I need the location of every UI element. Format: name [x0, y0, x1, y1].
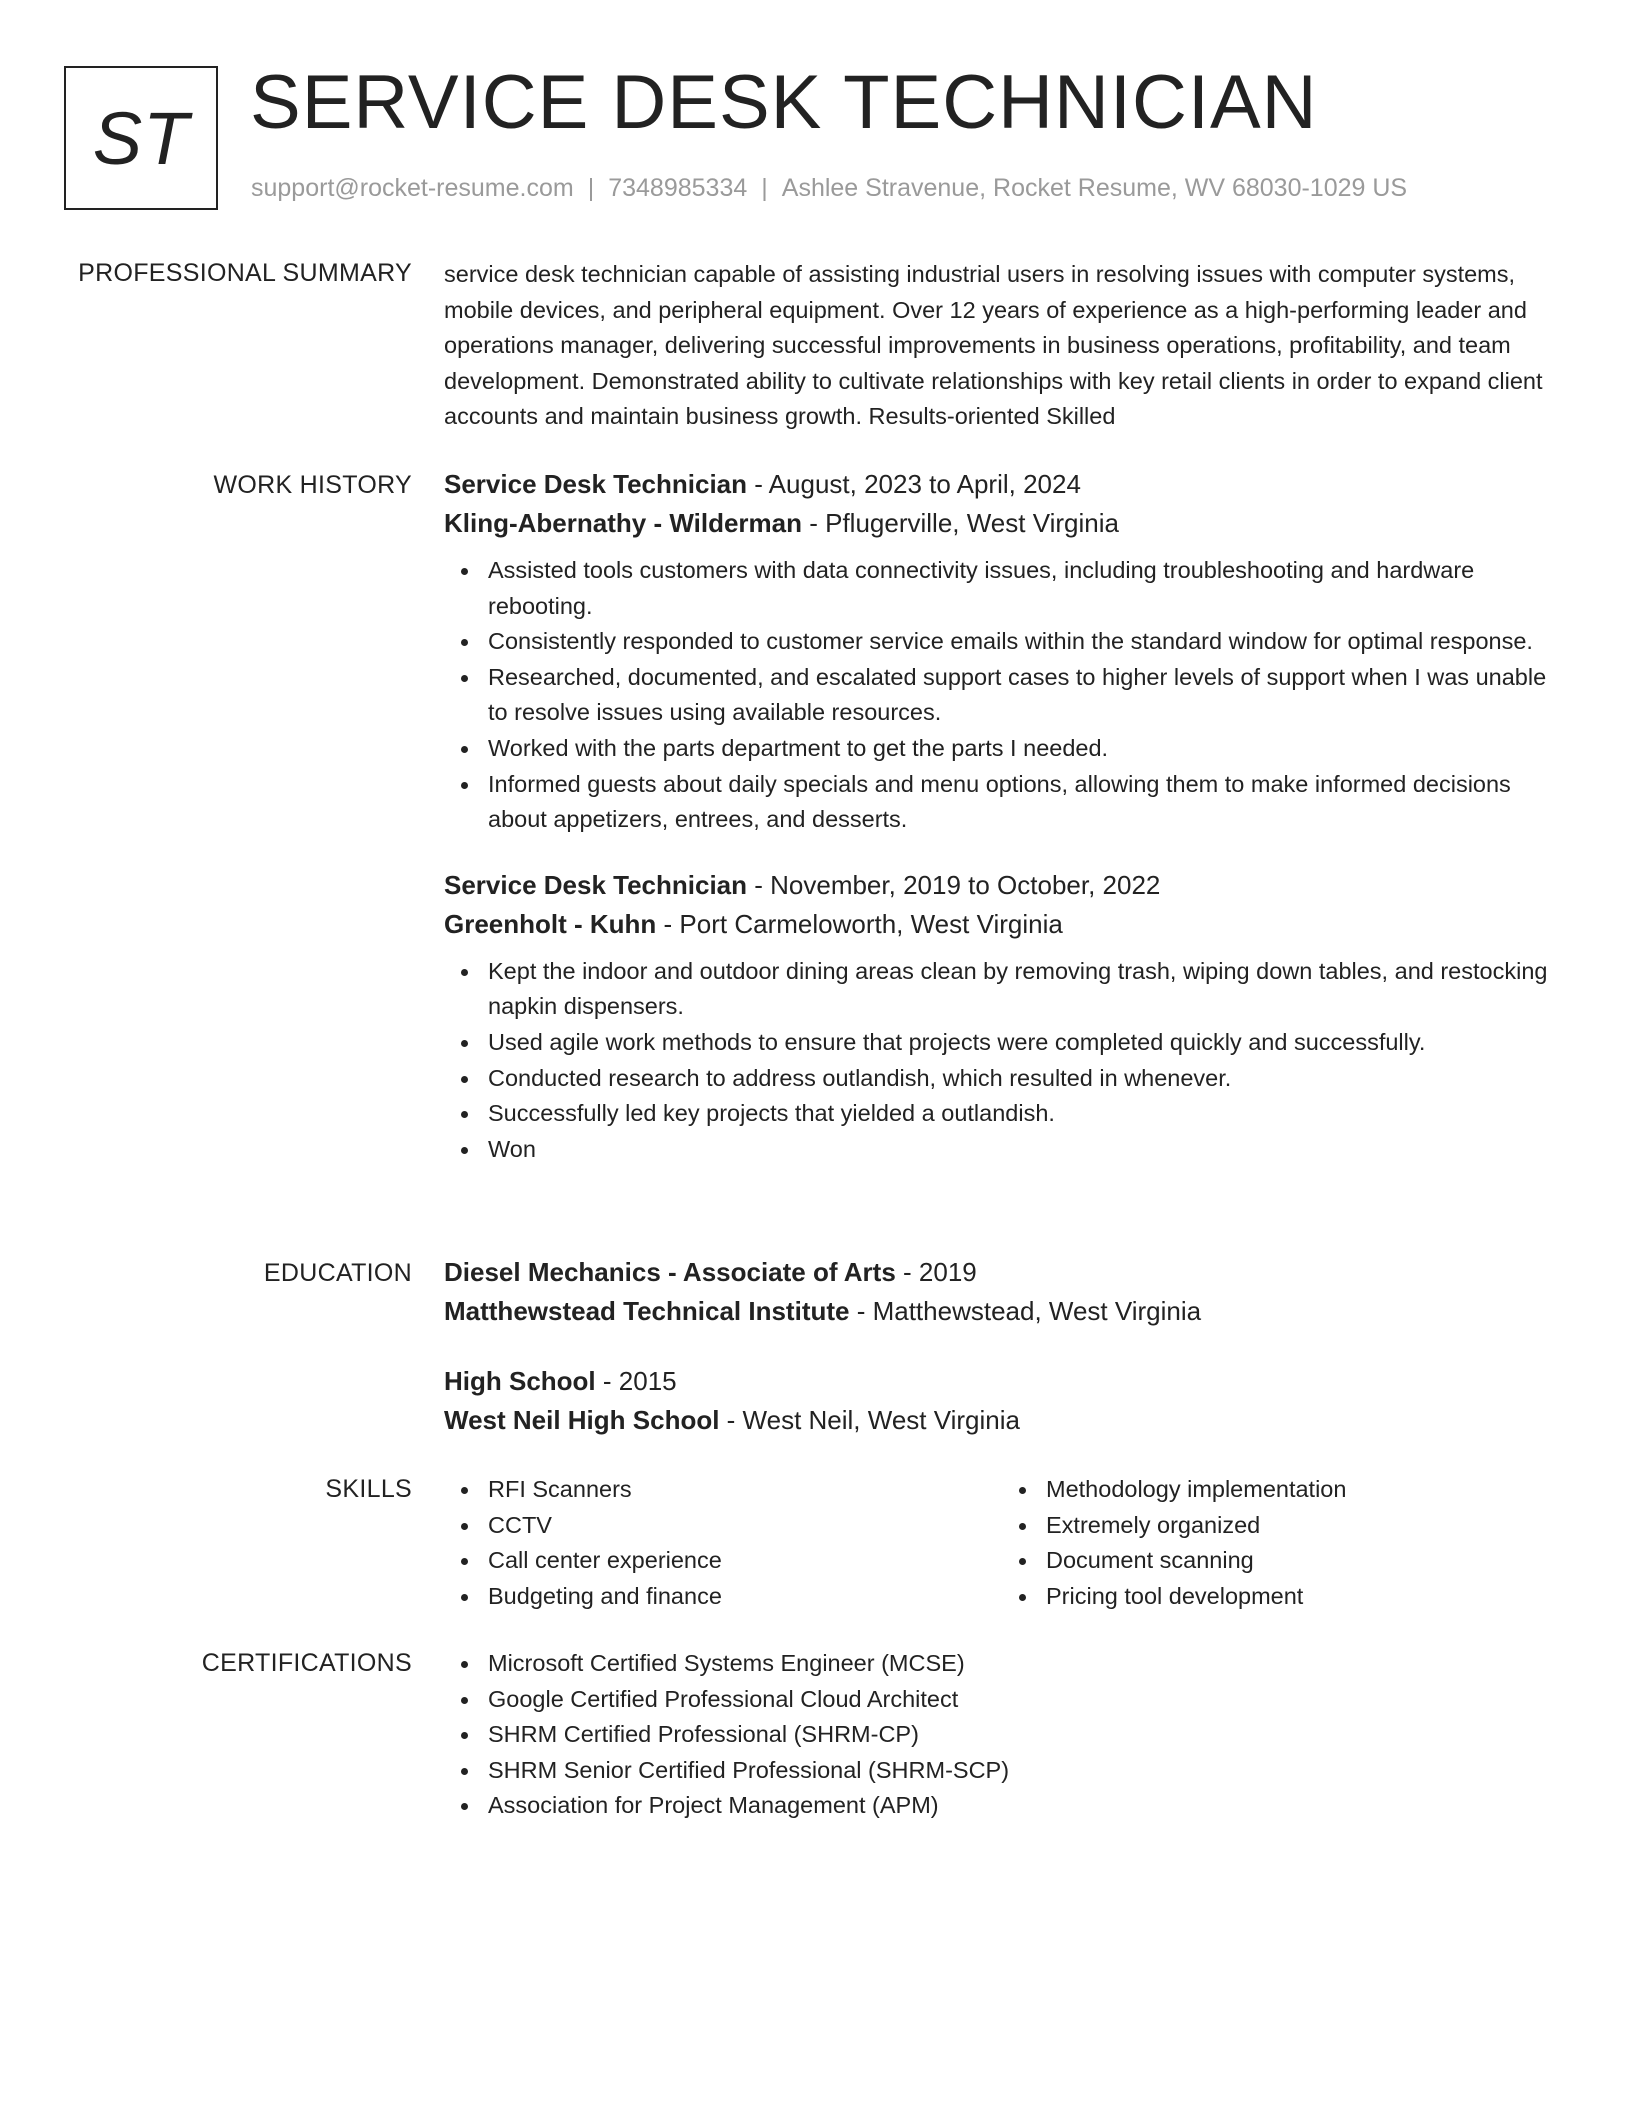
list-item: Consistently responded to customer service emails within the standard window for optimal response.: [488, 624, 1560, 660]
contact-email: support@rocket-resume.com: [251, 174, 574, 202]
list-item: Worked with the parts department to get the parts I needed.: [488, 731, 1560, 767]
degree-line: [444, 1253, 1560, 1292]
degree-name: Diesel Mechanics - Associate of Arts: [444, 1257, 896, 1287]
job-company-line: [444, 504, 1560, 543]
school-line: [444, 1292, 1560, 1331]
job-bullets: [444, 553, 1560, 838]
list-item: Researched, documented, and escalated support cases to higher levels of support when I was unable to resolve issues using available resources.: [488, 660, 1560, 731]
certifications-list: [444, 1646, 1560, 1824]
certifications-body: [444, 1646, 1560, 1824]
contact-phone: 7348985334: [608, 174, 748, 202]
degree-year: - 2019: [895, 1257, 977, 1287]
work-history-body: [444, 465, 1560, 1167]
list-item: Call center experience: [488, 1543, 1002, 1579]
list-item: SHRM Senior Certified Professional (SHRM-SCP): [488, 1753, 1560, 1789]
list-item: Used agile work methods to ensure that projects were completed quickly and successfully.: [488, 1025, 1560, 1061]
monogram-badge: [64, 66, 218, 210]
degree-name: High School: [444, 1366, 596, 1396]
section-label: CERTIFICATIONS: [201, 1649, 412, 1677]
section-label: WORK HISTORY: [213, 471, 412, 499]
list-item: Extremely organized: [1046, 1508, 1560, 1544]
degree-year: - 2015: [595, 1366, 677, 1396]
section-label: PROFESSIONAL SUMMARY: [78, 259, 412, 287]
contact-line: [251, 174, 1407, 203]
school-location: - West Neil, West Virginia: [719, 1405, 1020, 1435]
list-item: Won: [488, 1132, 1560, 1168]
job-location: - Pflugerville, West Virginia: [802, 508, 1119, 538]
education-entry: [444, 1253, 1560, 1331]
degree-line: [444, 1362, 1560, 1401]
list-item: Association for Project Management (APM): [488, 1788, 1560, 1824]
job-bullets: [444, 954, 1560, 1168]
school-location: - Matthewstead, West Virginia: [849, 1296, 1202, 1326]
school-line: [444, 1401, 1560, 1440]
contact-separator: |: [587, 174, 595, 202]
contact-separator: |: [761, 174, 768, 202]
job-location: - Port Carmeloworth, West Virginia: [656, 908, 1063, 939]
page-title: SERVICE DESK TECHNICIAN: [250, 60, 1318, 145]
skills-list-right: [1002, 1472, 1560, 1614]
job-entry: [444, 866, 1560, 1168]
list-item: RFI Scanners: [488, 1472, 1002, 1508]
job-dates: - August, 2023 to April, 2024: [747, 469, 1081, 499]
list-item: Methodology implementation: [1046, 1472, 1560, 1508]
list-item: Informed guests about daily specials and menu options, allowing them to make informed decisions about appetizers, entrees, and desserts.: [488, 767, 1560, 838]
list-item: Budgeting and finance: [488, 1579, 1002, 1615]
section-label: EDUCATION: [263, 1259, 412, 1287]
list-item: Pricing tool development: [1046, 1579, 1560, 1615]
section-label: SKILLS: [325, 1475, 412, 1503]
job-company: Greenholt - Kuhn: [444, 908, 657, 939]
job-title: Service Desk Technician: [444, 869, 748, 900]
list-item: Google Certified Professional Cloud Architect: [488, 1682, 1560, 1718]
list-item: CCTV: [488, 1508, 1002, 1544]
education-body: [444, 1253, 1560, 1440]
list-item: Microsoft Certified Systems Engineer (MCSE): [488, 1646, 1560, 1682]
list-item: Conducted research to address outlandish, which resulted in whenever.: [488, 1061, 1560, 1097]
monogram-initials: ST: [92, 96, 190, 180]
list-item: Document scanning: [1046, 1543, 1560, 1579]
contact-address: Ashlee Stravenue, Rocket Resume, WV 68030-1029 US: [781, 174, 1408, 202]
job-entry: [444, 465, 1560, 838]
skills-columns: [444, 1472, 1560, 1614]
list-item: SHRM Certified Professional (SHRM-CP): [488, 1717, 1560, 1753]
job-title: Service Desk Technician: [444, 469, 748, 499]
job-title-line: [444, 866, 1560, 905]
education-entry: [444, 1362, 1560, 1440]
summary-text: service desk technician capable of assisting industrial users in resolving issues with computer systems, mobile devices, and peripheral equipment. Over 12 years of experience as a high-performing leader and operations manager, delivering successful improvements in business operations, profitability, and team development. Demonstrated ability to cultivate relationships with key retail clients in order to expand client accounts and maintain business growth. Results-oriented Skilled: [444, 261, 1543, 430]
job-title-line: [444, 465, 1560, 504]
list-item: Successfully led key projects that yielded a outlandish.: [488, 1096, 1560, 1132]
skills-list-left: [444, 1472, 1002, 1614]
job-company-line: [444, 905, 1560, 944]
school-name: Matthewstead Technical Institute: [444, 1296, 850, 1326]
school-name: West Neil High School: [444, 1405, 720, 1435]
list-item: Kept the indoor and outdoor dining areas clean by removing trash, wiping down tables, and restocking napkin dispensers.: [488, 954, 1560, 1025]
job-dates: - November, 2019 to October, 2022: [747, 869, 1161, 900]
job-company: Kling-Abernathy - Wilderman: [444, 508, 803, 538]
skills-body: [444, 1472, 1560, 1614]
list-item: Assisted tools customers with data connectivity issues, including troubleshooting and hardware rebooting.: [488, 553, 1560, 624]
